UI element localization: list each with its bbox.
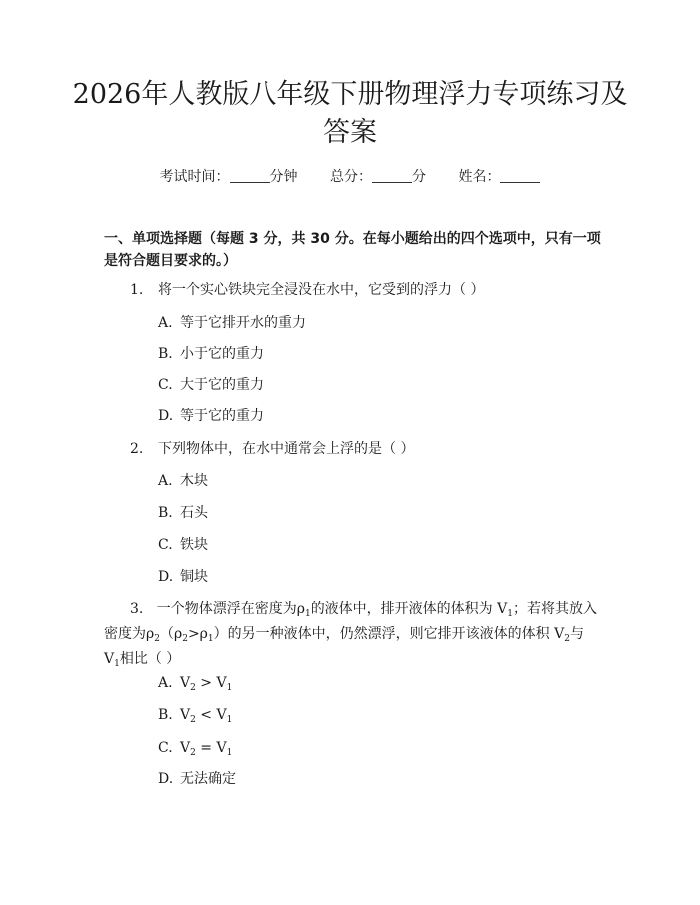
q1-option-d[interactable] [158, 405, 598, 427]
name-blank[interactable] [500, 182, 540, 183]
question-number: 1. [130, 282, 144, 298]
option-subscript: 2 [190, 715, 196, 725]
stem-subscript: 2 [182, 634, 188, 644]
option-var: V [216, 675, 227, 691]
stem-subscript: 2 [154, 634, 160, 644]
option-letter: D. [158, 569, 174, 585]
option-operator: < [195, 707, 217, 723]
exam-meta [60, 167, 640, 187]
option-letter: B. [158, 505, 173, 521]
stem-part: ；若将其放入密度为ρ [104, 601, 597, 642]
option-letter: A. [158, 473, 173, 489]
stem-part: 与 V [104, 626, 584, 667]
question-3 [104, 597, 604, 672]
question-stem: 下列物体中，在水中通常会上浮的是（ ） [158, 441, 415, 457]
option-letter: B. [158, 707, 173, 723]
question-1 [104, 279, 604, 301]
stem-part: （ρ [159, 626, 183, 642]
option-letter: A. [158, 315, 173, 331]
stem-part: 的液体中，排开液体的体积为 V [310, 601, 508, 617]
q2-option-a[interactable] [158, 470, 598, 492]
option-subscript: 2 [190, 748, 196, 758]
option-subscript: 2 [190, 683, 196, 693]
option-letter: C. [158, 377, 173, 393]
q3-option-a[interactable] [158, 672, 598, 694]
option-var: V [216, 707, 227, 723]
question-number: 2. [130, 441, 144, 457]
q2-option-b[interactable] [158, 502, 598, 524]
stem-part: 一个物体漂浮在密度为ρ [156, 601, 305, 617]
option-letter: D. [158, 408, 174, 424]
stem-subscript: 1 [207, 634, 214, 644]
option-text: 等于它排开水的重力 [180, 315, 306, 331]
question-stem: 将一个实心铁块完全浸没在水中，它受到的浮力（ ） [158, 282, 485, 298]
time-blank[interactable] [230, 182, 270, 183]
q3-option-b[interactable] [158, 704, 598, 726]
question-2 [104, 438, 604, 460]
section-heading: 一、单项选择题（每题 3 分，共 30 分。在每小题给出的四个选项中，只有一项是符合题目要求的。） [104, 231, 601, 269]
q2-option-c[interactable] [158, 534, 598, 556]
option-text: 大于它的重力 [180, 377, 264, 393]
score-unit: 分 [412, 169, 426, 185]
score-blank[interactable] [372, 182, 412, 183]
q3-option-d[interactable] [158, 768, 598, 790]
option-text: 木块 [180, 473, 208, 489]
option-letter: C. [158, 740, 173, 756]
question-number: 3. [130, 601, 144, 617]
stem-subscript: 1 [304, 609, 311, 619]
name-field [458, 169, 540, 185]
option-operator: = [195, 740, 217, 756]
exam-time-field [160, 169, 302, 185]
option-subscript: 1 [226, 715, 233, 725]
q2-option-d[interactable] [158, 566, 598, 588]
total-score-field [330, 169, 430, 185]
time-unit: 分钟 [269, 169, 298, 185]
option-text: 铜块 [180, 569, 208, 585]
score-label: 总分： [330, 169, 372, 185]
option-subscript: 1 [226, 748, 233, 758]
time-label: 考试时间： [159, 169, 230, 185]
q3-option-c[interactable] [158, 737, 598, 759]
stem-subscript: 2 [564, 634, 570, 644]
name-label: 姓名： [458, 169, 501, 185]
option-var: V [216, 740, 227, 756]
page-title: 2026年人教版八年级下册物理浮力专项练习及答案 [72, 79, 628, 148]
option-text: 石头 [180, 505, 208, 521]
option-text: 无法确定 [180, 771, 236, 787]
option-letter: A. [158, 675, 173, 691]
stem-part: 相比（ ） [119, 651, 181, 667]
stem-part: >ρ [187, 626, 208, 642]
option-subscript: 1 [226, 683, 233, 693]
option-letter: D. [158, 771, 174, 787]
q1-option-b[interactable] [158, 343, 598, 365]
option-text: 铁块 [180, 537, 208, 553]
stem-subscript: 1 [507, 609, 513, 619]
stem-subscript: 1 [114, 659, 120, 669]
option-letter: C. [158, 537, 173, 553]
stem-part: ）的另一种液体中，仍然漂浮，则它排开该液体的体积 V [213, 626, 565, 642]
option-operator: > [195, 675, 217, 691]
option-text: 等于它的重力 [180, 408, 264, 424]
q1-option-c[interactable] [158, 374, 598, 396]
q1-option-a[interactable] [158, 312, 598, 334]
option-var: V [180, 707, 191, 723]
option-text: 小于它的重力 [180, 346, 264, 362]
option-letter: B. [158, 346, 173, 362]
option-var: V [180, 740, 191, 756]
option-var: V [180, 675, 191, 691]
